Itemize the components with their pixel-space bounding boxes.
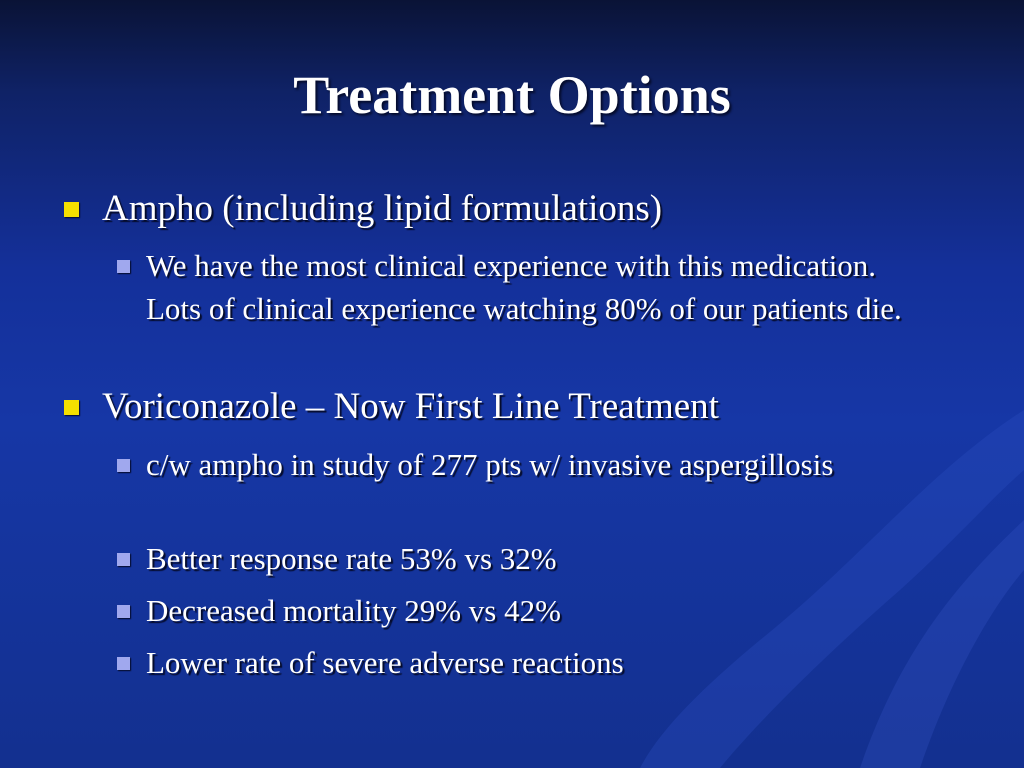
slide-title: Treatment Options	[293, 65, 731, 125]
square-bullet-icon	[117, 459, 130, 472]
sub-bullet-text: Decreased mortality 29% vs 42%	[146, 593, 561, 628]
sub-bullet-text: c/w ampho in study of 277 pts w/ invasive aspergillosis	[146, 447, 834, 482]
square-bullet-icon	[117, 553, 130, 566]
square-bullet-icon	[117, 657, 130, 670]
square-bullet-icon	[117, 260, 130, 273]
square-bullet-icon	[64, 202, 79, 217]
sub-bullet-text: We have the most clinical experience with this medication. Lots of clinical experience watching 80% of our patients die.	[146, 248, 902, 326]
bullet-text: Voriconazole – Now First Line Treatment	[102, 386, 719, 427]
bullet-text: Ampho (including lipid formulations)	[102, 188, 663, 229]
sub-bullet-text: Better response rate 53% vs 32%	[146, 541, 557, 576]
square-bullet-icon	[64, 400, 79, 415]
sub-bullet-text: Lower rate of severe adverse reactions	[146, 645, 624, 680]
square-bullet-icon	[117, 605, 130, 618]
